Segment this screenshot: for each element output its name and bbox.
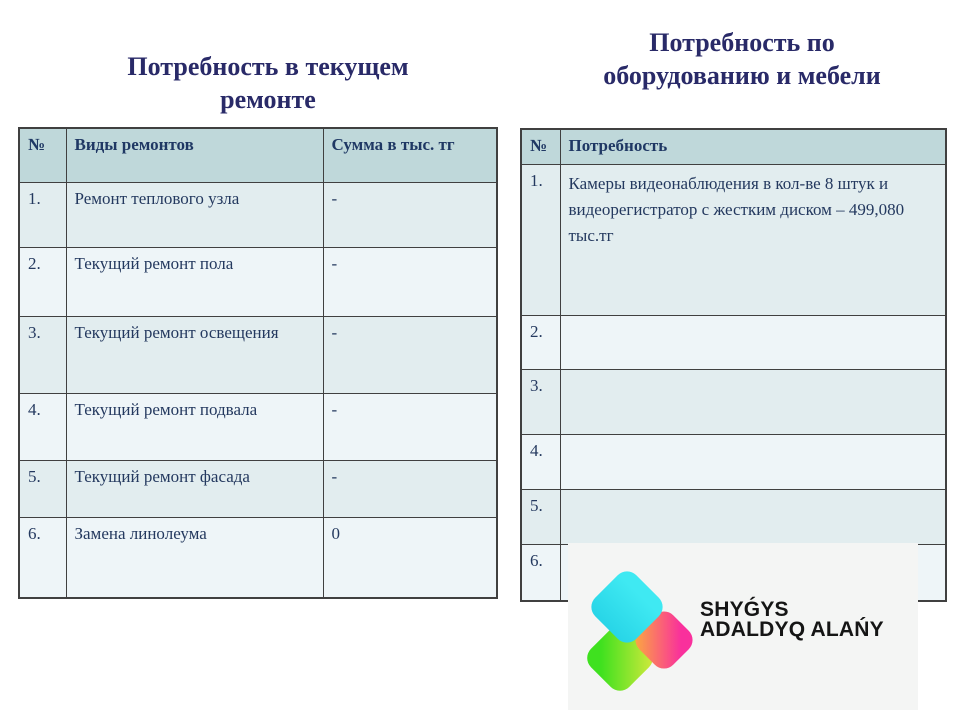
need-cell: [560, 434, 946, 489]
sum-cell: -: [323, 316, 497, 393]
row-number-cell: 5.: [521, 489, 560, 544]
equipment-col-header-need: Потребность: [560, 129, 946, 164]
need-cell: Камеры видеонаблюдения в кол-ве 8 штук и видеорегистратор с жестким диском – 499,080 тыс.тг: [560, 164, 946, 315]
table-row: [19, 460, 497, 517]
row-number-cell: 3.: [19, 316, 66, 393]
need-cell: [560, 315, 946, 369]
logo-text-line1: SHYǴYS: [700, 598, 789, 621]
need-cell: [560, 489, 946, 544]
table-row: [521, 315, 946, 369]
repairs-table: [18, 127, 498, 599]
repairs-col-header-sum: Сумма в тыс. тг: [323, 128, 497, 182]
repair-type-cell: Текущий ремонт фасада: [66, 460, 323, 517]
table-row: [521, 489, 946, 544]
table-row: [19, 517, 497, 598]
table-row: [521, 164, 946, 315]
left-table-title: [68, 50, 468, 116]
repair-type-cell: Текущий ремонт подвала: [66, 393, 323, 460]
row-number-cell: 4.: [521, 434, 560, 489]
right-title-line1: Потребность по: [649, 28, 835, 57]
left-title-line1: Потребность в текущем: [127, 52, 409, 81]
table-row: [19, 316, 497, 393]
row-number-cell: 6.: [521, 544, 560, 601]
equipment-header-row: [521, 129, 946, 164]
row-number-cell: 2.: [19, 247, 66, 316]
equipment-table: [520, 128, 947, 602]
row-number-cell: 1.: [521, 164, 560, 315]
table-row: [521, 369, 946, 434]
row-number-cell: 6.: [19, 517, 66, 598]
repairs-col-header-num: №: [19, 128, 66, 182]
sum-cell: 0: [323, 517, 497, 598]
right-table-title: [542, 26, 942, 92]
table-row: [521, 434, 946, 489]
row-number-cell: 3.: [521, 369, 560, 434]
row-number-cell: 1.: [19, 182, 66, 247]
row-number-cell: 2.: [521, 315, 560, 369]
table-row: [19, 182, 497, 247]
right-title-line2: оборудованию и мебели: [603, 61, 881, 90]
table-row: [19, 247, 497, 316]
repairs-col-header-type: Виды ремонтов: [66, 128, 323, 182]
logo-text: [700, 600, 884, 640]
logo-text-line2: ADALDYQ ALAŃY: [700, 618, 884, 641]
sum-cell: -: [323, 460, 497, 517]
need-cell: [560, 369, 946, 434]
row-number-cell: 5.: [19, 460, 66, 517]
repair-type-cell: Текущий ремонт освещения: [66, 316, 323, 393]
sum-cell: -: [323, 393, 497, 460]
repair-type-cell: Текущий ремонт пола: [66, 247, 323, 316]
equipment-col-header-num: №: [521, 129, 560, 164]
repair-type-cell: Ремонт теплового узла: [66, 182, 323, 247]
sum-cell: -: [323, 247, 497, 316]
row-number-cell: 4.: [19, 393, 66, 460]
repairs-header-row: [19, 128, 497, 182]
repair-type-cell: Замена линолеума: [66, 517, 323, 598]
table-row: [19, 393, 497, 460]
sum-cell: -: [323, 182, 497, 247]
logo: [568, 543, 918, 710]
left-title-line2: ремонте: [220, 85, 316, 114]
